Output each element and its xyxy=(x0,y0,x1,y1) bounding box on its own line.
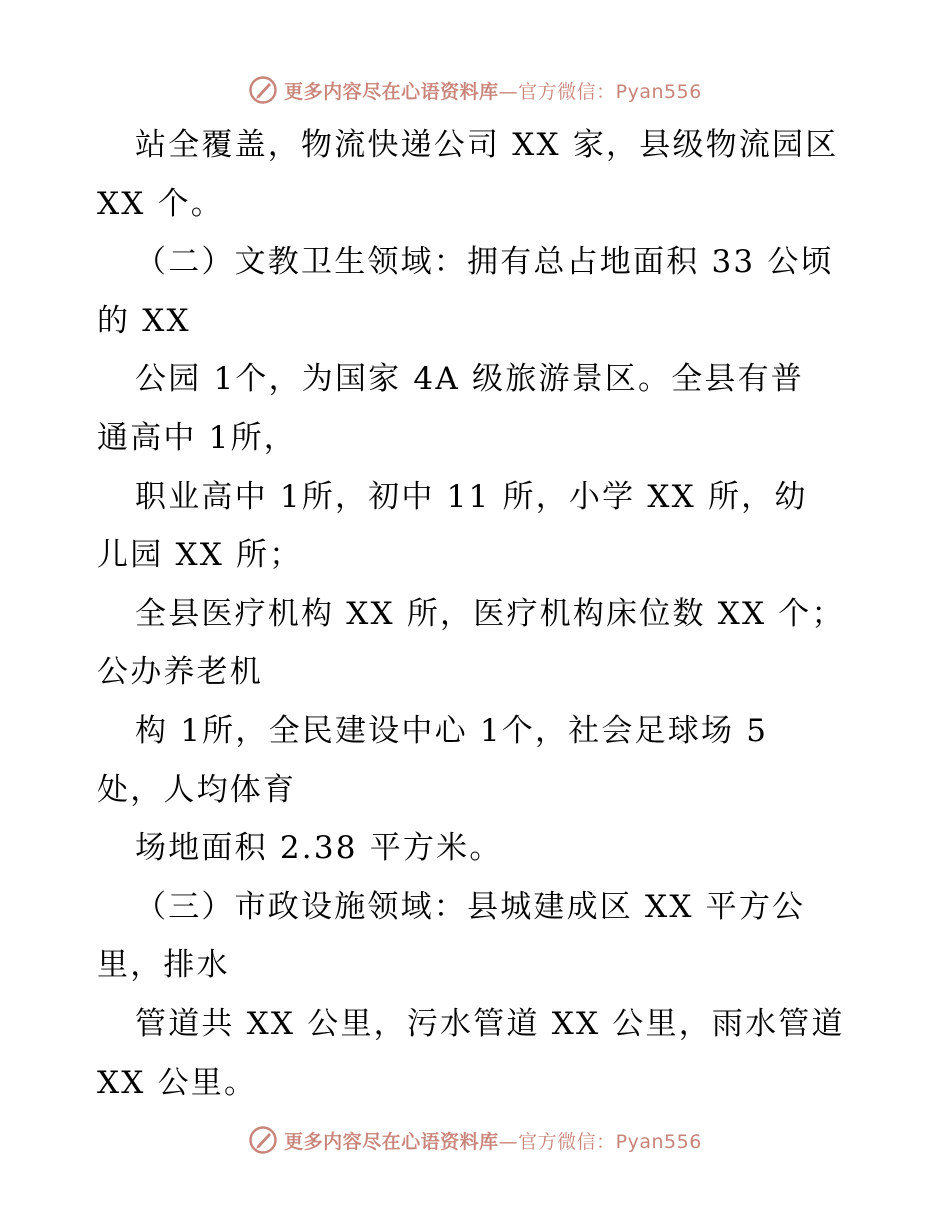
footer-watermark xyxy=(0,1120,950,1160)
body-line: XX 个。 xyxy=(97,185,224,222)
body-line: 里，排水 xyxy=(97,947,230,984)
quill-logo-icon xyxy=(248,75,278,105)
body-line: 的 XX xyxy=(97,302,191,339)
body-line: （二）文教卫生领域：拥有总占地面积 33 公顷 xyxy=(135,244,834,281)
body-line: 场地面积 2.38 平方米。 xyxy=(135,830,503,867)
body-line: 公办养老机 xyxy=(97,654,263,691)
body-line: 构 1所，全民建设中心 1个，社会足球场 5 xyxy=(135,712,769,749)
quill-logo-icon xyxy=(248,1125,278,1155)
watermark-text: 更多内容尽在心语资料库 xyxy=(284,1130,499,1153)
body-line: 职业高中 1所，初中 11 所，小学 XX 所，幼 xyxy=(135,478,808,515)
watermark-wechat: —官方微信：Pyan556 xyxy=(498,1130,702,1153)
header-watermark xyxy=(0,70,950,110)
body-line: 公园 1个，为国家 4A 级旅游景区。全县有普 xyxy=(135,361,804,398)
body-line: （三）市政设施领域：县城建成区 XX 平方公 xyxy=(135,888,806,925)
watermark-wechat: —官方微信：Pyan556 xyxy=(498,80,702,103)
watermark-text: 更多内容尽在心语资料库 xyxy=(284,80,499,103)
body-line: 全县医疗机构 XX 所，医疗机构床位数 XX 个； xyxy=(135,595,845,632)
body-line: XX 公里。 xyxy=(97,1064,258,1101)
document-body xyxy=(97,116,857,1112)
body-line: 儿园 XX 所； xyxy=(97,537,303,574)
body-line: 处，人均体育 xyxy=(97,771,297,808)
body-line: 站全覆盖，物流快递公司 XX 家，县级物流园区 xyxy=(135,127,839,163)
body-line: 通高中 1所， xyxy=(97,419,297,456)
body-line: 管道共 XX 公里，污水管道 XX 公里，雨水管道 xyxy=(135,1005,845,1042)
